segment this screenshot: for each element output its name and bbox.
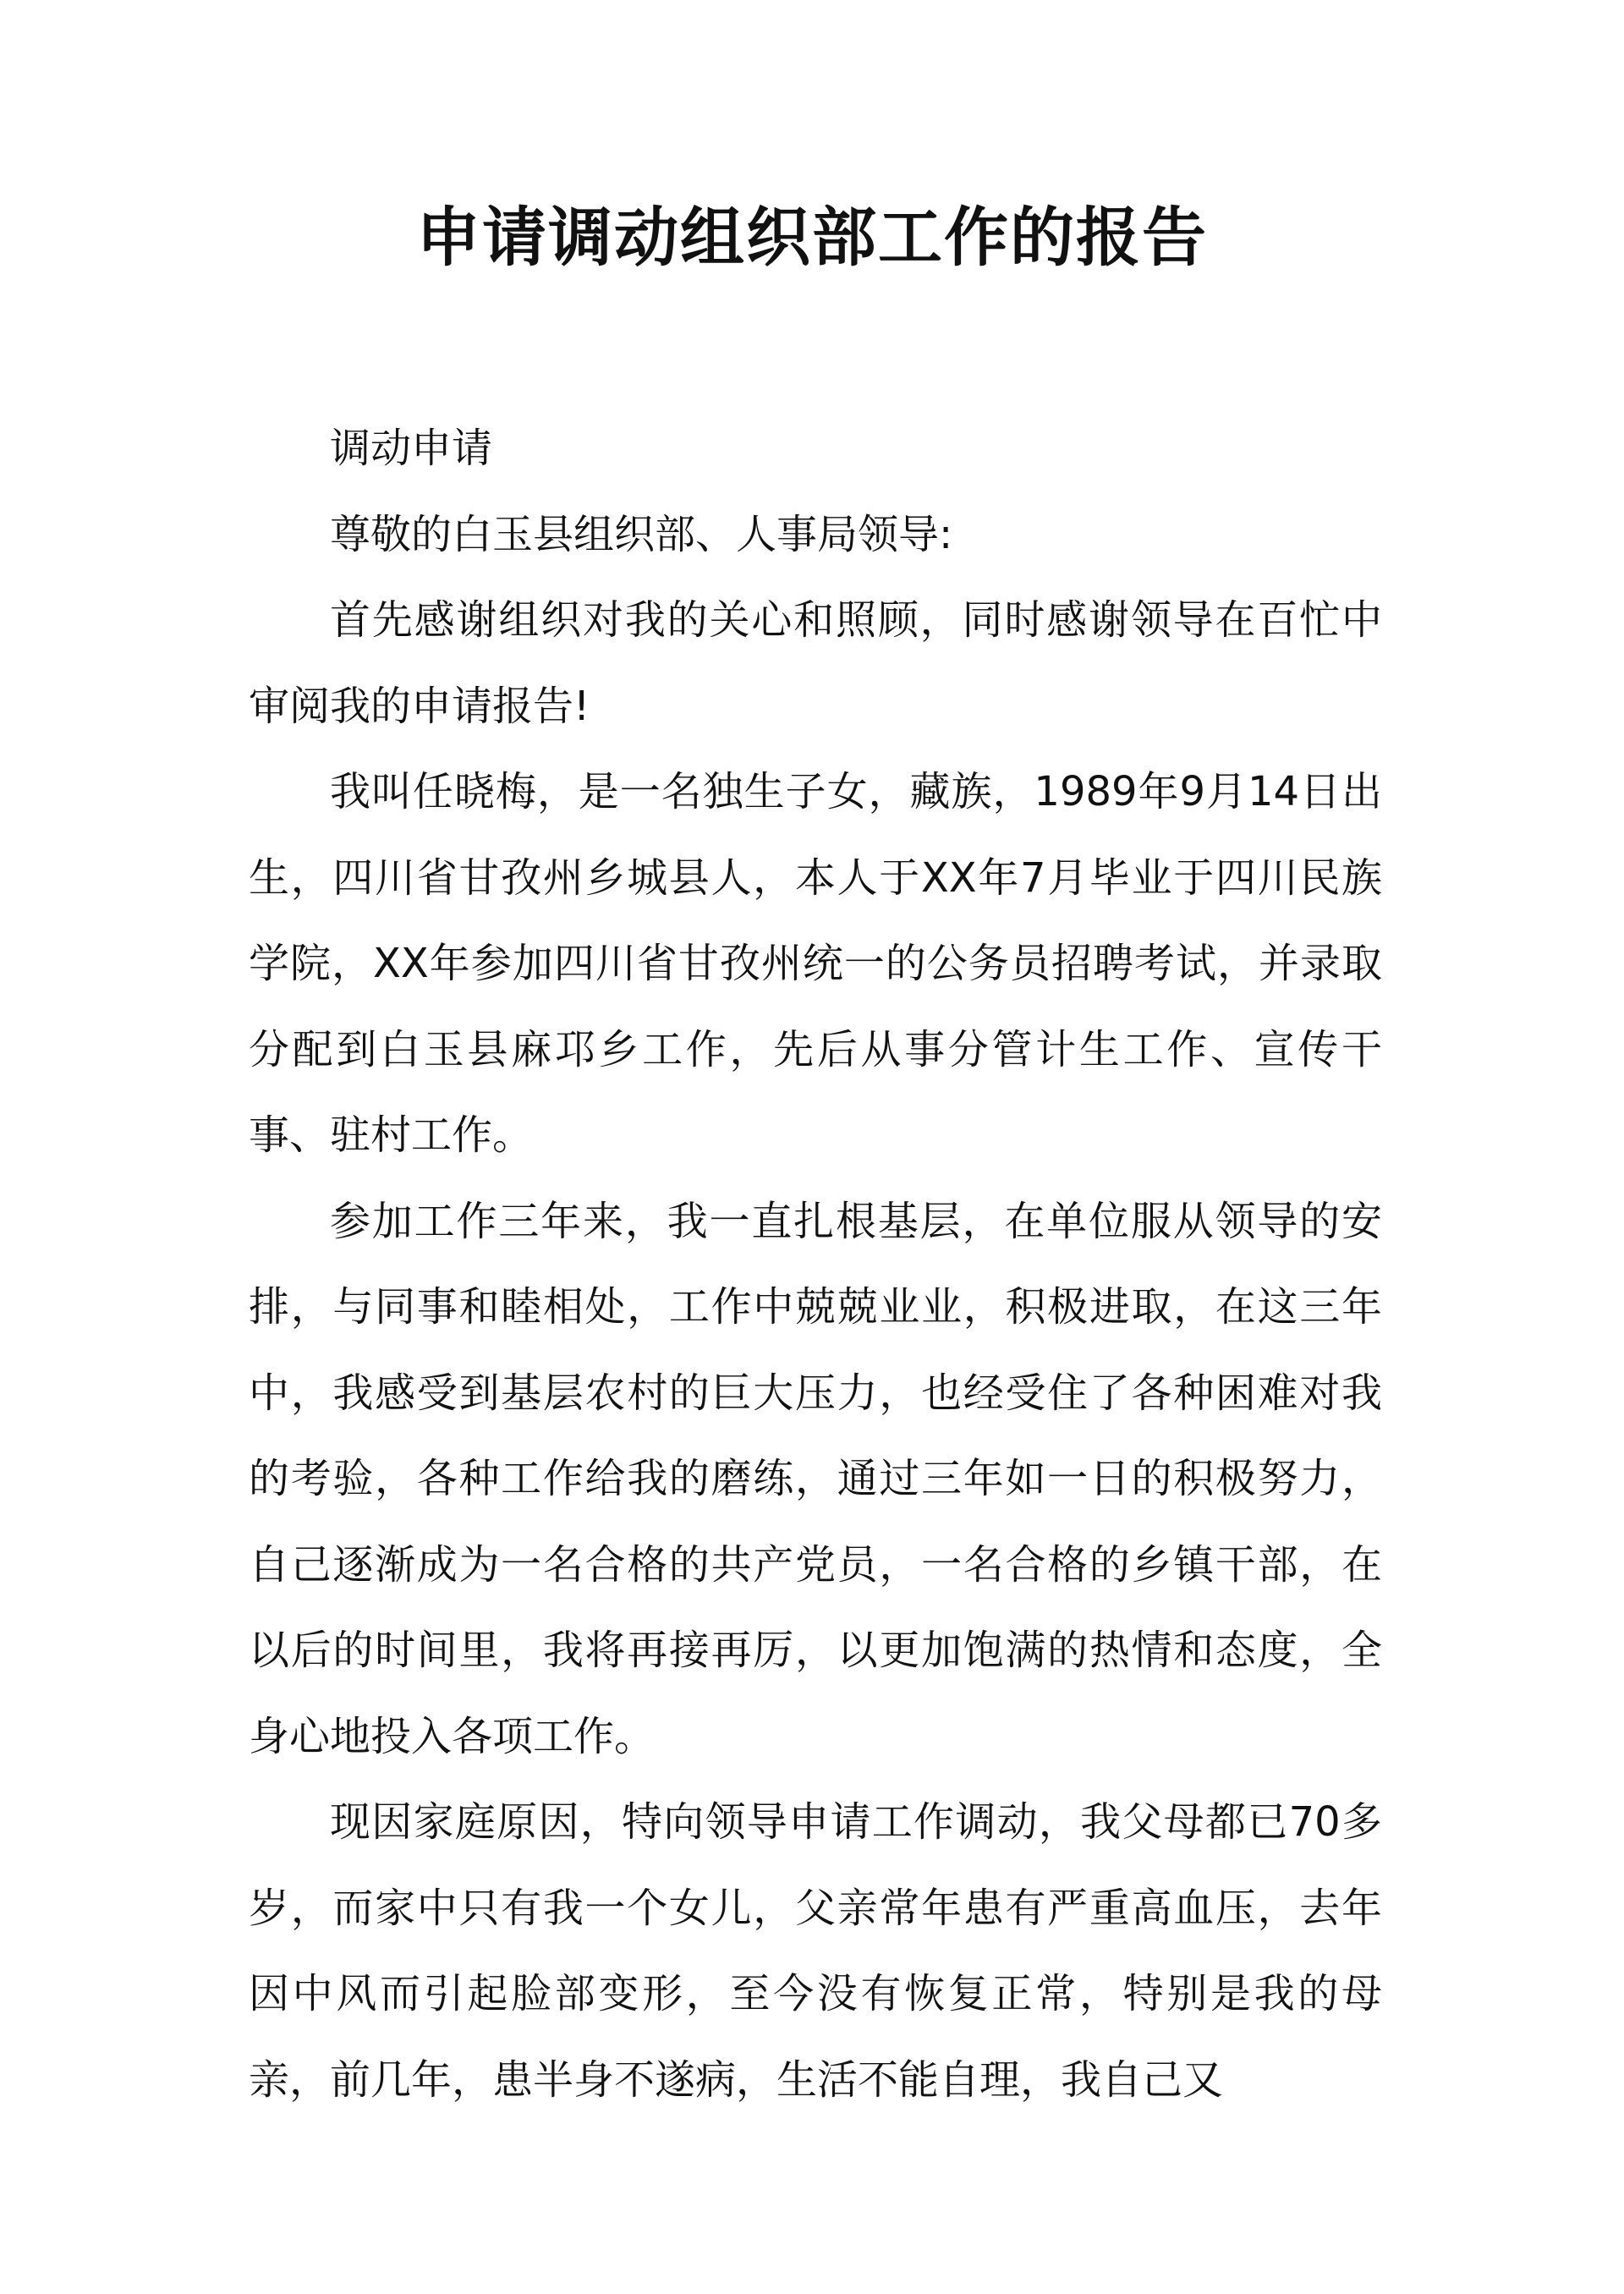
paragraph-reason: 现因家庭原因，特向领导申请工作调动，我父母都已70多岁，而家中只有我一个女儿，父亲常年患有严重高血压，去年因中风而引起脸部变形，至今没有恢复正常，特别是我的母亲，前几年，患半身不遂病，生活不能自理，我自己又 [249, 1798, 1382, 2104]
paragraph-heading: 调动申请 [330, 425, 493, 472]
paragraph-introduction: 我叫任晓梅，是一名独生子女，藏族，1989年9月14日出生，四川省甘孜州乡城县人，本人于XX年7月毕业于四川民族学院，XX年参加四川省甘孜州统一的公务员招聘考试，并录取分配到白玉县麻邛乡工作，先后从事分管计生工作、宣传干事、驻村工作。 [249, 768, 1382, 1159]
paragraph-thanks: 首先感谢组织对我的关心和照顾，同时感谢领导在百忙中审阅我的申请报告! [249, 596, 1382, 730]
paragraph-work-experience: 参加工作三年来，我一直扎根基层，在单位服从领导的安排，与同事和睦相处，工作中兢兢业业，积极进取，在这三年中，我感受到基层农村的巨大压力，也经受住了各种困难对我的考验，各种工作给我的磨练，通过三年如一日的积极努力，自己逐渐成为一名合格的共产党员，一名合格的乡镇干部，在以后的时间里，我将再接再厉，以更加饱满的热情和态度，全身心地投入各项工作。 [249, 1197, 1382, 1760]
document-title: 申请调动组织部工作的报告 [416, 200, 1208, 275]
paragraph-salutation: 尊敬的白玉县组织部、人事局领导: [330, 510, 953, 558]
document-body [249, 406, 1382, 2123]
